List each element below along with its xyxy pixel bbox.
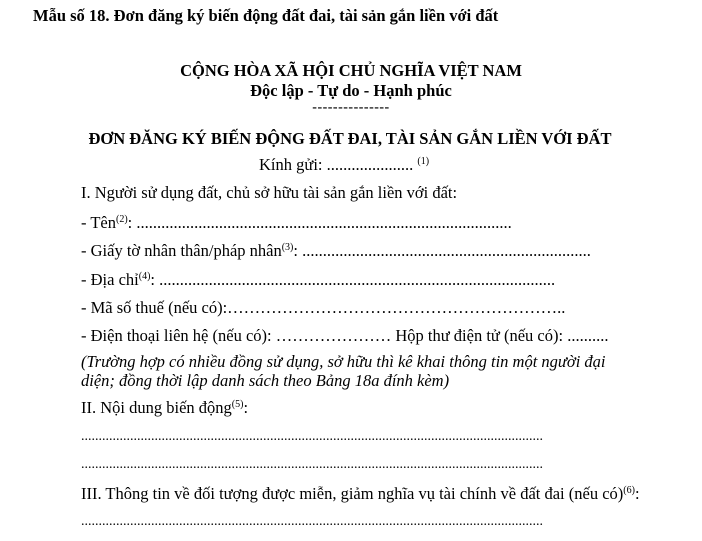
section2-colon: : bbox=[243, 398, 249, 417]
section2-title: II. Nội dung biến động bbox=[81, 398, 232, 417]
address-label: - Địa chỉ bbox=[81, 270, 139, 289]
section3-colon: : bbox=[634, 484, 640, 503]
phone-email-field: - Điện thoại liên hệ (nếu có): ………………… Hộp thư điện tử (nếu có): .......... bbox=[81, 326, 609, 345]
motto: Độc lập - Tự do - Hạnh phúc bbox=[250, 81, 452, 100]
representative-note-line1: (Trường hợp có nhiều đồng sử dụng, sở hữu thì kê khai thông tin một người đại bbox=[81, 352, 606, 371]
name-note: (2) bbox=[115, 214, 128, 225]
address-dots: : ................................................................................................ bbox=[150, 270, 556, 289]
name-label: - Tên bbox=[81, 213, 116, 232]
section1-heading: I. Người sử dụng đất, chủ sở hữu tài sản gắn liền với đất: bbox=[81, 183, 458, 202]
name-field bbox=[81, 213, 512, 233]
section2-note: (5) bbox=[231, 399, 244, 410]
section2-dots-line1: .................................................................................................................................... bbox=[81, 429, 543, 444]
id-doc-field bbox=[81, 241, 591, 261]
section2-heading bbox=[81, 398, 248, 418]
section3-heading bbox=[81, 484, 640, 504]
header-divider: --------------- bbox=[312, 100, 390, 115]
section3-title: III. Thông tin về đối tượng được miễn, giảm nghĩa vụ tài chính về đất đai (nếu có) bbox=[81, 484, 624, 503]
name-dots: : ........................................................................................... bbox=[127, 213, 512, 232]
country-name: CỘNG HÒA XÃ HỘI CHỦ NGHĨA VIỆT NAM bbox=[180, 61, 522, 80]
tax-code-field: - Mã số thuế (nếu có):…………………………………………………….. bbox=[81, 298, 566, 317]
id-doc-label: - Giấy tờ nhân thân/pháp nhân bbox=[81, 241, 282, 260]
address-field bbox=[81, 270, 555, 290]
address-note: (4) bbox=[138, 271, 151, 282]
document-title: ĐƠN ĐĂNG KÝ BIẾN ĐỘNG ĐẤT ĐAI, TÀI SẢN GẮN LIỀN VỚI ĐẤT bbox=[88, 129, 612, 148]
recipient-label: Kính gửi: ..................... bbox=[259, 155, 414, 174]
recipient-note: (1) bbox=[417, 156, 430, 167]
form-label: Mẫu số 18. Đơn đăng ký biến động đất đai, tài sản gắn liền với đất bbox=[33, 6, 499, 25]
section2-dots-line2: .................................................................................................................................... bbox=[81, 457, 543, 472]
id-doc-note: (3) bbox=[281, 242, 294, 253]
section3-dots-line1: .................................................................................................................................... bbox=[81, 514, 543, 529]
section3-note: (6) bbox=[623, 485, 635, 496]
recipient-line bbox=[259, 155, 429, 175]
id-doc-dots: : ...................................................................... bbox=[293, 241, 591, 260]
representative-note-line2: diện; đồng thời lập danh sách theo Bảng 18a đính kèm) bbox=[81, 371, 450, 390]
